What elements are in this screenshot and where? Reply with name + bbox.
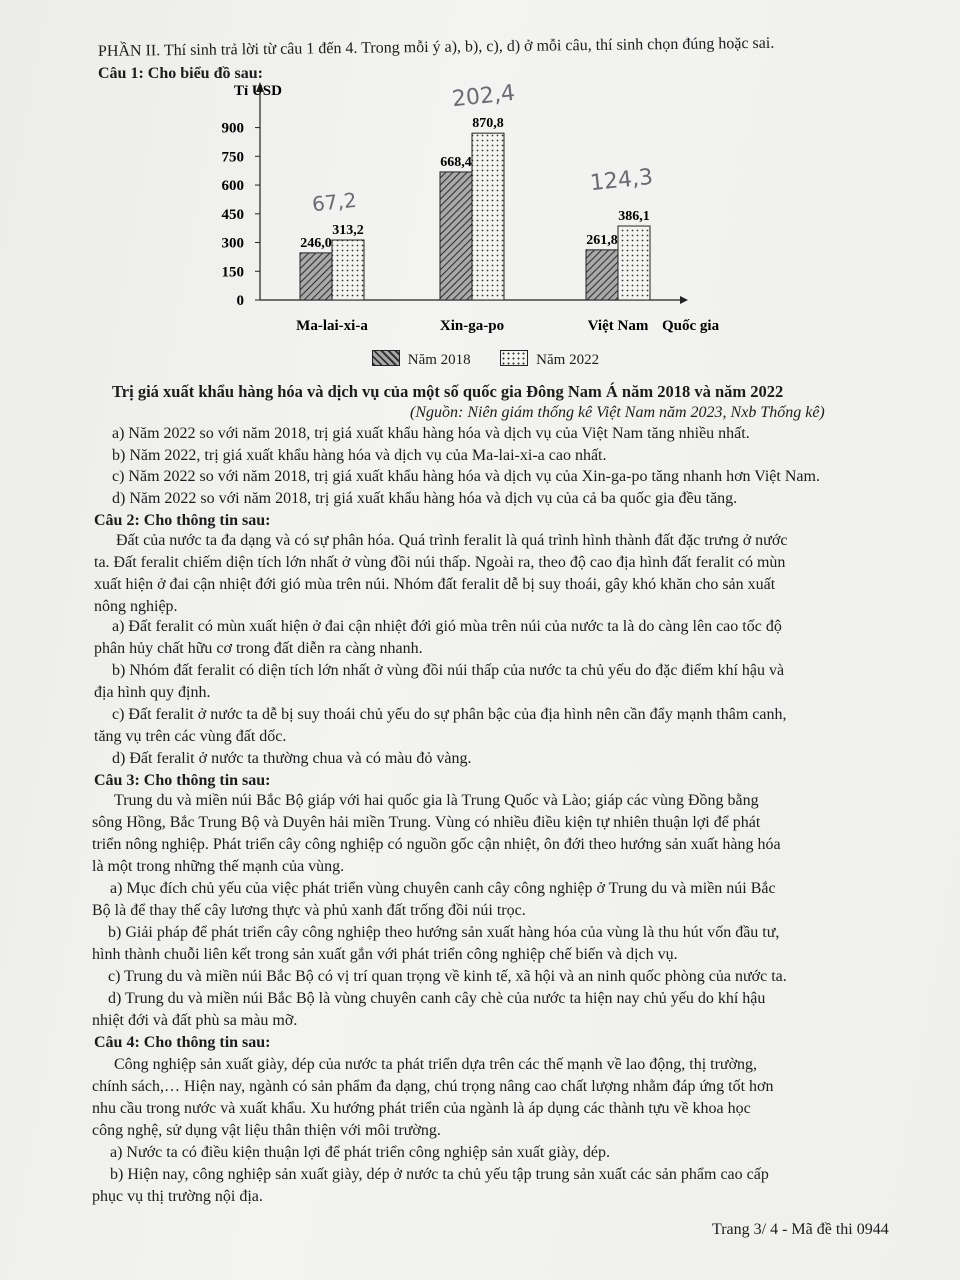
q4-para-line-3: nhu cầu trong nước và xuất khẩu. Xu hướng phát triển của ngành là áp dụng các thành tựu về khoa học [92,1100,751,1117]
legend-swatch-2018 [372,350,400,366]
q2-para-line-3: xuất hiện ở đai cận nhiệt đới gió mùa trên núi. Nhóm đất feralit dễ bị suy thoái, gây khó khăn cho sản xuất [94,576,776,593]
y-tick-label-0: 0 [236,293,244,309]
handwritten-note-3: 124,3 [588,164,655,197]
legend-label-2018: Năm 2018 [407,352,471,368]
bar-2-1 [618,226,650,300]
bar-1-0 [440,172,472,300]
x-axis-arrow [680,296,688,304]
bar-2-0 [586,250,618,300]
y-axis-label: Tỉ USD [234,83,282,99]
legend-label-2022: Năm 2022 [536,352,600,368]
y-tick-label-300: 300 [221,235,244,252]
q4-para-line-2: chính sách,… Hiện nay, ngành có sản phẩm đa dạng, chú trọng nâng cao chất lượng nhằm đáp ứng tốt hơn [92,1078,774,1095]
q3-para-line-3: triển nông nghiệp. Phát triển cây công nghiệp có nguồn gốc cận nhiệt, ôn đới theo hướng sản xuất hàng hóa [92,836,781,853]
data-label-1-0: 668,4 [440,154,472,170]
q4-item-b: b) Hiện nay, công nghiệp sản xuất giày, dép ở nước ta chủ yếu tập trung sản xuất các sản phẩm cao cấp [110,1166,769,1183]
q4-item-a: a) Nước ta có điều kiện thuận lợi để phát triển công nghiệp sản xuất giày, dép. [110,1144,610,1161]
data-label-0-0: 246,0 [300,235,332,251]
q3-item-a-cont: Bộ là để thay thế cây lương thực và phủ xanh đất trống đồi núi trọc. [92,902,526,919]
question-3-title: Câu 3: Cho thông tin sau: [94,772,271,789]
data-label-0-1: 313,2 [332,222,364,238]
q1-item-b: b) Năm 2022, trị giá xuất khẩu hàng hóa và dịch vụ của Ma-lai-xi-a cao nhất. [112,447,607,464]
q3-para-line-1: Trung du và miền núi Bắc Bộ giáp với hai quốc gia là Trung Quốc và Lào; giáp các vùng Đồng bằng [114,792,759,809]
handwritten-note-2: 67,2 [310,187,358,217]
q1-item-c: c) Năm 2022 so với năm 2018, trị giá xuất khẩu hàng hóa và dịch vụ của Xin-ga-po tăng nhanh hơn Việt Nam. [112,468,820,485]
question-2-title: Câu 2: Cho thông tin sau: [94,512,271,529]
q2-para-line-1: Đất của nước ta đa dạng và có sự phân hóa. Quá trình feralit là quá trình hình thành đất đặc trưng ở nước [116,532,788,549]
y-tick-label-150: 150 [221,264,244,281]
q3-item-b: b) Giải pháp để phát triển cây công nghiệp theo hướng sản xuất hàng hóa của vùng là thu hút vốn đầu tư, [108,924,780,941]
q3-item-a: a) Mục đích chủ yếu của việc phát triển vùng chuyên canh cây công nghiệp ở Trung du và miền núi Bắc [110,880,776,897]
q3-item-c: c) Trung du và miền núi Bắc Bộ có vị trí quan trọng về kinh tế, xã hội và an ninh quốc phòng của nước ta. [108,968,787,985]
q3-para-line-4: là một trong những thế mạnh của vùng. [92,858,345,875]
question-4-title: Câu 4: Cho thông tin sau: [94,1034,271,1051]
q3-para-line-2: sông Hồng, Bắc Trung Bộ và Duyên hải miền Trung. Vùng có nhiều điều kiện tự nhiên thuận lợi để phát [92,814,761,831]
y-tick-label-750: 750 [221,149,244,166]
q2-item-a-cont: phân hủy chất hữu cơ trong đất diễn ra càng nhanh. [94,640,423,657]
y-tick-label-900: 900 [221,120,244,137]
data-label-1-1: 870,8 [472,116,504,132]
chart-caption: Trị giá xuất khẩu hàng hóa và dịch vụ của một số quốc gia Đông Nam Á năm 2018 và năm 2022 [112,382,784,401]
q2-item-d: d) Đất feralit ở nước ta thường chua và có màu đỏ vàng. [112,750,472,767]
handwritten-note-1: 202,4 [450,80,517,113]
data-label-2-1: 386,1 [618,209,650,225]
question-1-title: Câu 1: Cho biểu đồ sau: [98,65,263,82]
x-axis-label: Quốc gia [662,318,720,334]
q2-item-c-cont: tăng vụ trên các vùng đất dốc. [94,728,287,745]
chart-source: (Nguồn: Niên giám thống kê Việt Nam năm 2023, Nxb Thống kê) [410,404,825,421]
data-label-2-0: 261,8 [586,232,618,248]
q4-para-line-4: công nghệ, sử dụng vật liệu thân thiện với môi trường. [92,1122,441,1139]
q4-item-b-cont: phục vụ thị trường nội địa. [92,1188,263,1205]
page-footer: Trang 3/ 4 - Mã đề thi 0944 [712,1221,889,1238]
q2-item-b: b) Nhóm đất feralit có diện tích lớn nhất ở vùng đồi núi thấp của nước ta chủ yếu do đặc điểm khí hậu và [112,662,785,679]
category-label-2: Việt Nam [587,318,649,334]
category-label-1: Xin-ga-po [439,318,505,334]
q3-item-d: d) Trung du và miền núi Bắc Bộ là vùng chuyên canh cây chè của nước ta hiện nay chủ yếu do khí hậu [108,990,766,1007]
q1-item-a: a) Năm 2022 so với năm 2018, trị giá xuất khẩu hàng hóa và dịch vụ của Việt Nam tăng nhiều nhất. [112,425,750,442]
q2-item-b-cont: địa hình quy định. [94,684,211,701]
export-bar-chart [200,78,760,378]
category-label-0: Ma-lai-xi-a [296,318,368,334]
y-tick-label-600: 600 [221,178,244,195]
section-header: PHẦN II. Thí sinh trả lời từ câu 1 đến 4. Trong mỗi ý a), b), c), d) ở mỗi câu, thí sinh chọn đúng hoặc sai. [97,34,775,60]
q4-para-line-1: Công nghiệp sản xuất giày, dép của nước ta phát triển dựa trên các thế mạnh về lao động, thị trường, [114,1056,758,1073]
q2-item-a: a) Đất feralit có mùn xuất hiện ở đai cận nhiệt đới gió mùa trên núi của nước ta là do càng lên cao tốc độ [112,618,782,635]
bar-0-0 [300,253,332,300]
q3-item-b-cont: hình thành chuỗi liên kết trong sản xuất gắn với phát triển công nghiệp chế biến và dịch vụ. [92,946,678,963]
chart-legend [372,350,599,369]
legend-swatch-2022 [500,350,528,366]
q2-item-c: c) Đất feralit ở nước ta dễ bị suy thoái chủ yếu do sự phân bậc của địa hình nên cần đẩy mạnh thâm canh, [112,706,787,723]
bar-0-1 [332,240,364,300]
q1-item-d: d) Năm 2022 so với năm 2018, trị giá xuất khẩu hàng hóa và dịch vụ của cả ba quốc gia đều tăng. [112,490,738,507]
q3-item-d-cont: nhiệt đới và đất phù sa màu mỡ. [92,1012,298,1029]
q2-para-line-4: nông nghiệp. [94,598,178,615]
bar-1-1 [472,133,504,300]
y-tick-label-450: 450 [221,206,244,223]
q2-para-line-2: ta. Đất feralit chiếm diện tích lớn nhất ở vùng đồi núi thấp. Ngoài ra, theo độ cao địa hình đất feralit có mùn [94,554,786,571]
